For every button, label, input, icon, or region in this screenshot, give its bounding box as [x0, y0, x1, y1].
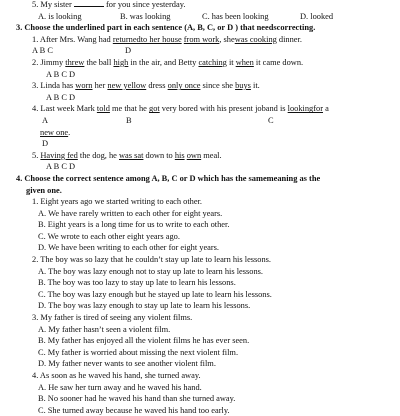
section-4-title: 4. Choose the correct sentence among A, B, C or D which has the samemeaning as the — [16, 173, 321, 183]
option-c[interactable]: C. We wrote to each other eight years ago. — [38, 231, 180, 241]
option-d[interactable]: D. The boy was lazy enough to stay up late to learn his lessons. — [38, 301, 251, 311]
question-3-1-letters: A B C D — [32, 46, 132, 56]
question-3-4-letter-d: D — [42, 139, 49, 149]
option-b[interactable]: B. was looking — [120, 11, 171, 21]
question-4-4: 4. As soon as he waved his hand, she turned away. — [32, 371, 201, 380]
answer-blank[interactable] — [74, 0, 104, 7]
section-3-title: 3. Choose the underlined part in each sentence (A, B, C, or D ) that needscorrecting. — [16, 23, 316, 33]
option-a[interactable]: A. He saw her turn away and he waved his hand. — [38, 382, 202, 392]
question-3-4: 4. Last week Mark told me that he got very bored with his present joband is lookingfor a — [32, 104, 329, 114]
question-2-5: 5. My sister for you since yesterday. — [32, 0, 186, 9]
option-d[interactable]: D. We have been writing to each other for eight years. — [38, 243, 220, 253]
question-4-1: 1. Eight years ago we started writing to each other. — [32, 197, 203, 207]
question-3-4-letters: A B C — [42, 115, 274, 125]
question-3-3-letters: A B C D — [46, 92, 76, 102]
question-3-4-cont: new one. — [40, 127, 71, 137]
option-b[interactable]: B. No sooner had he waved his hand than she turned away. — [38, 394, 236, 404]
question-2-5-options — [14, 11, 390, 23]
question-3-2: 2. Jimmy threw the ball high in the air, and Betty catching it when it came down. — [32, 57, 304, 67]
option-a[interactable]: A. We have rarely written to each other for eight years. — [38, 208, 223, 218]
option-d[interactable]: D. My father never wants to see another violent film. — [38, 359, 216, 369]
option-c[interactable]: C. The boy was lazy enough but he stayed up late to learn his lessons. — [38, 289, 272, 299]
question-3-2-letters: A B C D — [46, 69, 76, 79]
option-c[interactable]: C. She turned away because he waved his hand too early. — [38, 405, 230, 415]
option-c[interactable]: C. has been looking — [202, 11, 269, 21]
question-4-2: 2. The boy was so lazy that he couldn’t stay up late to learn his lessons. — [32, 255, 272, 265]
option-b[interactable]: B. The boy was too lazy to stay up late to learn his lessons. — [38, 278, 236, 288]
option-c[interactable]: C. My father is worried about missing the next violent film. — [38, 347, 239, 357]
option-a[interactable]: A. My father hasn’t seen a violent film. — [38, 324, 171, 334]
option-a[interactable]: A. The boy was lazy enough not to stay up late to learn his lessons. — [38, 266, 264, 276]
question-3-3: 3. Linda has worn her new yellow dress only once since she buys it. — [32, 81, 260, 91]
option-b[interactable]: B. Eight years is a long time for us to write to each other. — [38, 220, 230, 230]
question-3-5: 5. Having fed the dog, he was sat down to his own meal. — [32, 150, 222, 160]
option-b[interactable]: B. My father has enjoyed all the violent films he has ever seen. — [38, 336, 250, 346]
option-a[interactable]: A. is looking — [38, 11, 82, 21]
section-4-title-cont: given one. — [26, 185, 62, 195]
question-4-3: 3. My father is tired of seeing any violent films. — [32, 313, 193, 323]
option-d[interactable]: D. looked — [300, 11, 334, 21]
question-3-5-letters: A B C D — [46, 162, 76, 172]
question-3-1: 1. After Mrs. Wang had returnedto her house from work, shewas cooking dinner. — [32, 34, 302, 44]
